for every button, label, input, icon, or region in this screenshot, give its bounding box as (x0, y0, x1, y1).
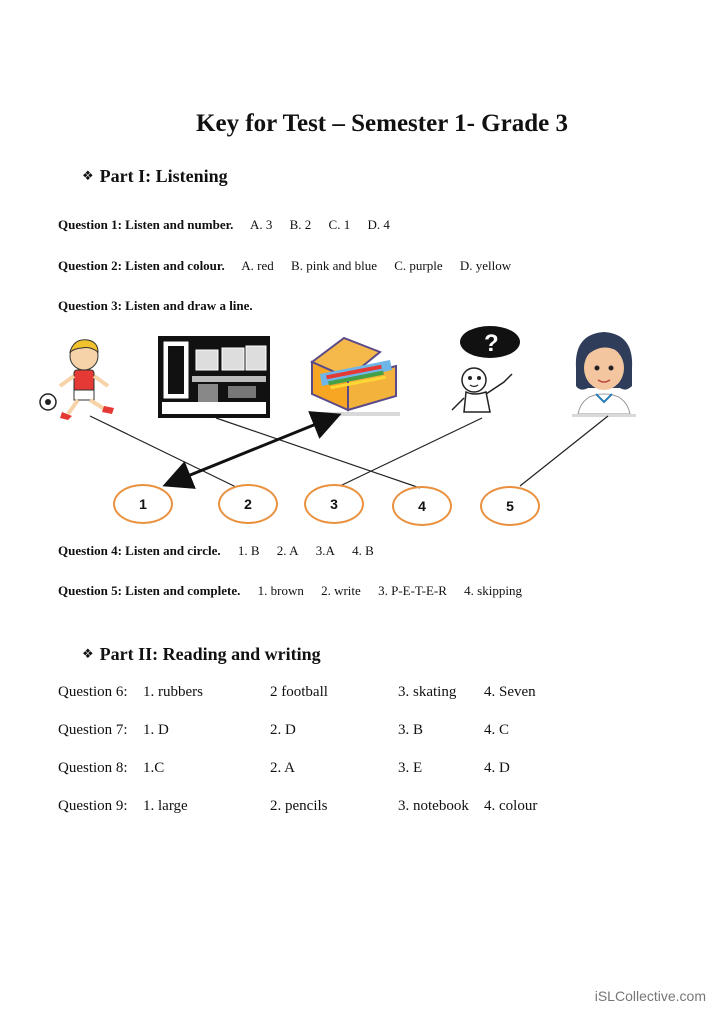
answer: 2. A (276, 543, 299, 558)
diamond-bullet-icon: ❖ (82, 647, 94, 662)
answer: 1.C (143, 760, 165, 776)
answer: 1. B (237, 543, 260, 558)
number-circle-1: 1 (113, 484, 173, 524)
part-2-heading: ❖ Part II: Reading and writing (82, 644, 321, 664)
diamond-bullet-icon: ❖ (82, 169, 94, 184)
answer: D. yellow (459, 258, 512, 273)
answer: 2. D (270, 722, 296, 738)
answer: 2. A (270, 760, 296, 776)
row-label: Question 6: (58, 684, 128, 700)
question-5: Question 5: Listen and complete. 1. brown 2. write 3. P-E-T-E-R 4. skipping (58, 583, 522, 598)
question-8-row (58, 760, 128, 777)
answer: A. 3 (249, 217, 273, 232)
question-mark-glyph: ? (484, 330, 499, 357)
question-2: Question 2: Listen and colour. A. red B. pink and blue C. purple D. yellow (58, 258, 512, 273)
answer: 3. skating (398, 684, 457, 700)
question-6-row (58, 684, 128, 701)
watermark: iSLCollective.com (594, 988, 706, 1004)
answer: 4. skipping (464, 583, 522, 598)
number-circle-3: 3 (304, 484, 364, 524)
answer: D. 4 (367, 217, 390, 232)
answer: 4. D (484, 760, 510, 776)
number-circle-2: 2 (218, 484, 278, 524)
part-1-heading: ❖ Part I: Listening (82, 166, 228, 186)
question-9-row (58, 798, 128, 815)
answer: 2. write (321, 583, 361, 598)
question-4: Question 4: Listen and circle. 1. B 2. A 3.A 4. B (58, 543, 374, 558)
line-girl-to-5 (520, 416, 608, 486)
answer: 4. C (484, 722, 510, 738)
row-label: Question 7: (58, 722, 128, 738)
answer: 1. large (143, 798, 188, 814)
answer: 2 football (270, 684, 328, 700)
answer: 4. Seven (484, 684, 536, 700)
answer: B. 2 (289, 217, 312, 232)
answer: C. 1 (328, 217, 351, 232)
answer: 1. rubbers (143, 684, 203, 700)
page-title: Key for Test – Semester 1- Grade 3 (196, 110, 568, 137)
number-circle-5: 5 (480, 486, 540, 526)
answer: 3. B (398, 722, 424, 738)
answer: 1. brown (257, 583, 304, 598)
answer: 2. pencils (270, 798, 328, 814)
question-7-row (58, 722, 128, 739)
row-label: Question 9: (58, 798, 128, 814)
answer: 3.A (315, 543, 335, 558)
answer: C. purple (394, 258, 443, 273)
answer: 1. D (143, 722, 169, 738)
row-label: Question 8: (58, 760, 128, 776)
question-1: Question 1: Listen and number. A. 3 B. 2 C. 1 D. 4 (58, 217, 390, 232)
answer: 3. E (398, 760, 423, 776)
line-boy-to-2 (90, 416, 236, 487)
answer: 3. P-E-T-E-R (378, 583, 447, 598)
answer: 3. notebook (398, 798, 469, 814)
number-circle-4: 4 (392, 486, 452, 526)
answer: A. red (241, 258, 274, 273)
answer: 4. B (352, 543, 374, 558)
answer: 4. colour (484, 798, 538, 814)
question-3: Question 3: Listen and draw a line. (58, 298, 253, 313)
line-thinking-boy-to-3 (340, 418, 482, 486)
answer: B. pink and blue (291, 258, 377, 273)
